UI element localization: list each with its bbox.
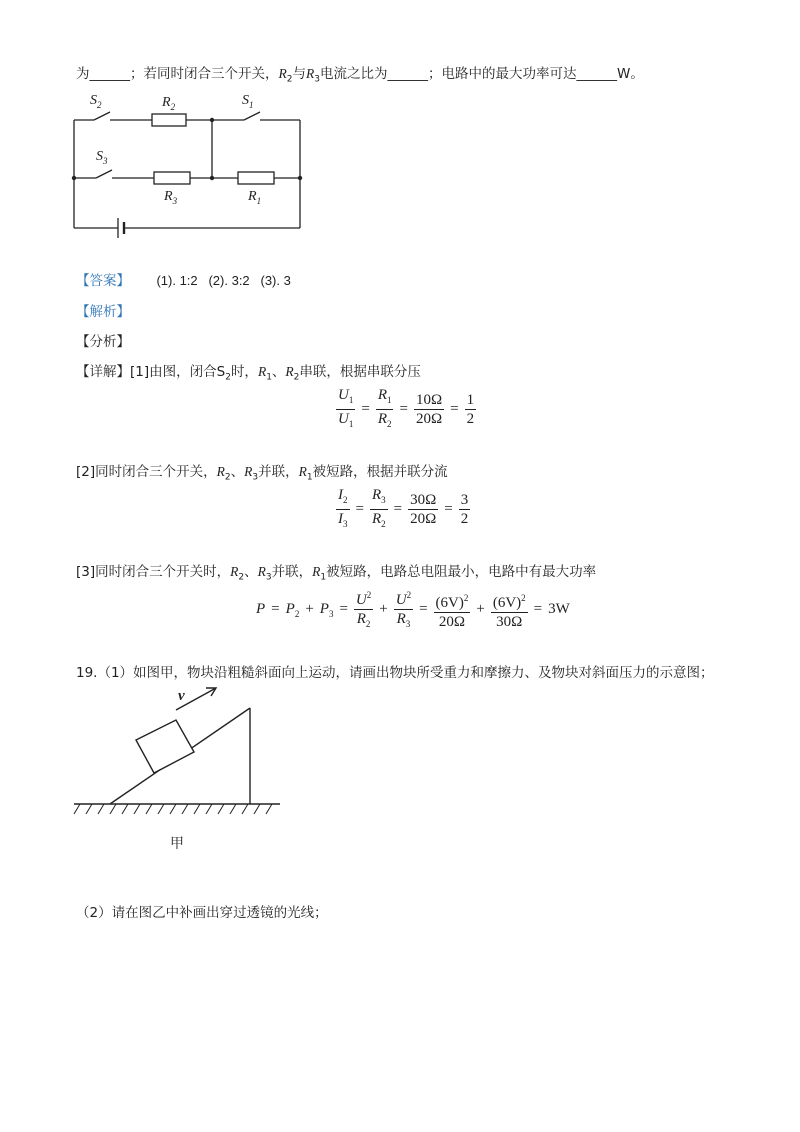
fraction: $\frac{1}{2}$ bbox=[466, 392, 475, 427]
fraction: $\frac{U^2}{R_3}$ bbox=[394, 586, 413, 633]
label-s3: $S_3$ bbox=[96, 149, 108, 166]
equation-3: P = $P_2$ + $P_3$ = $\frac{U^2}{R_2}$ + $\frac{U^2}{R_3}$ = $\frac{(6V)^2}{20\Omega}$ + $\frac{(6V)^2}{30\Omega}$ = 3W bbox=[256, 586, 570, 633]
fraction: $\frac{3}{2}$ bbox=[460, 492, 469, 527]
fragment-text: 电流之比为______；电路中的最大功率可达______W。 bbox=[319, 66, 644, 82]
question-19: 19.（1）如图甲，物块沿粗糙斜面向上运动，请画出物块所受重力和摩擦力、及物块对斜面压力的示意图； bbox=[76, 665, 714, 681]
fragment-text: [3]同时闭合三个开关时， bbox=[76, 564, 231, 580]
figure-caption: 甲 bbox=[170, 836, 184, 852]
fragment-text: [2]同时闭合三个开关， bbox=[76, 464, 217, 480]
velocity-label: v bbox=[178, 688, 185, 704]
fragment-text: 、 bbox=[271, 364, 286, 380]
label-s1: $S_1$ bbox=[242, 93, 254, 110]
fraction: $\frac{10\Omega}{20\Omega}$ bbox=[415, 392, 443, 427]
fragment-text: 为______；若同时闭合三个开关， bbox=[76, 66, 279, 82]
incline-diagram bbox=[70, 682, 290, 852]
fraction: $\frac{(6V)^2}{20\Omega}$ bbox=[434, 589, 471, 631]
var: R bbox=[285, 364, 294, 379]
fraction: $\frac{U^2}{R_2}$ bbox=[354, 586, 373, 633]
detail-line-3: [3]同时闭合三个开关时，$R_2$、$R_3$并联，$R_1$被短路，电路总电阻最小，电路中有最大功率 bbox=[76, 564, 597, 583]
sub: 2 bbox=[286, 74, 293, 85]
fragment-text: 串联，根据串联分压 bbox=[299, 364, 421, 380]
detail-line-1 bbox=[76, 360, 421, 383]
detail-tag: 【详解】 bbox=[76, 364, 130, 380]
label-r3: $R_3$ bbox=[164, 189, 178, 206]
var: R bbox=[257, 364, 267, 379]
fraction: $\frac{I_2}{I_3}$ bbox=[338, 487, 348, 529]
answer-text: (1). 1:2 (2). 3:2 (3). 3 bbox=[156, 273, 291, 288]
sub: 3 bbox=[314, 74, 320, 85]
analysis-tag: 【解析】 bbox=[76, 304, 130, 320]
answer-line bbox=[76, 269, 291, 289]
equation-2: $\frac{I_2}{I_3}$ = $\frac{R_3}{R_2}$ = $\frac{30\Omega}{20\Omega}$ = $\frac{3}{2}$ bbox=[336, 486, 470, 533]
fraction: $\frac{R_3}{R_2}$ bbox=[371, 487, 386, 529]
sub: 1 bbox=[266, 372, 272, 383]
fraction: $\frac{(6V)^2}{30\Omega}$ bbox=[491, 589, 528, 631]
sub: 2 bbox=[293, 372, 300, 383]
equation-1: $\frac{U_1}{U_1}$ = $\frac{R_1}{R_2}$ = $\frac{10\Omega}{20\Omega}$ = $\frac{1}{2}$ bbox=[336, 386, 476, 433]
fraction: $\frac{30\Omega}{20\Omega}$ bbox=[410, 492, 437, 527]
label-r1: $R_1$ bbox=[248, 189, 262, 206]
label-s2: $S_2$ bbox=[90, 93, 102, 110]
detail-line-2: [2]同时闭合三个开关，$R_2$、$R_3$并联，$R_1$被短路，根据并联分流 bbox=[76, 464, 448, 483]
label-r2: $R_2$ bbox=[162, 95, 176, 112]
fraction: $\frac{U_1}{U_1}$ bbox=[338, 387, 354, 429]
question-fragment bbox=[76, 62, 644, 85]
fragment-text: 时， bbox=[230, 364, 258, 380]
sub: 2 bbox=[225, 372, 231, 383]
fenxi-tag: 【分析】 bbox=[76, 334, 130, 350]
var-r2: R bbox=[278, 66, 287, 81]
fraction: $\frac{R_1}{R_2}$ bbox=[377, 387, 392, 429]
fragment-text: [1]由图，闭合S bbox=[130, 364, 226, 380]
circuit-diagram bbox=[66, 88, 316, 248]
fragment-text: 与 bbox=[292, 66, 306, 82]
var-r3: R bbox=[305, 66, 315, 81]
question-19-part2: （2）请在图乙中补画出穿过透镜的光线； bbox=[76, 905, 328, 921]
answer-tag: 【答案】 bbox=[76, 273, 130, 289]
